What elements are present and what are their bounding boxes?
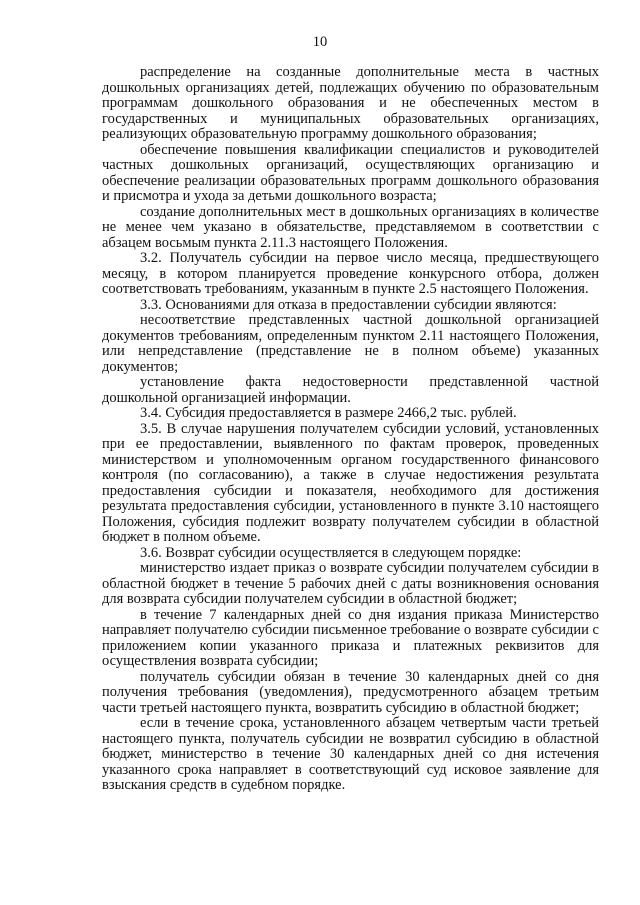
paragraph: в течение 7 календарных дней со дня издания приказа Министерство направляет получателю субсидии письменное требование о возврате субсидии с приложением копии указанного приказа и платежных реквизитов для осуществления возврата субсидии; [102, 606, 599, 669]
paragraph: обеспечение повышения квалификации специалистов и руководителей частных дошкольных организаций, осуществляющих организацию и обеспечение реализации образовательных программ дошкольного образования и присмотра и ухода за детьми дошкольного возраста; [102, 141, 599, 204]
paragraph: 3.6. Возврат субсидии осуществляется в следующем порядке: [140, 544, 522, 561]
paragraph: 3.4. Субсидия предоставляется в размере 2466,2 тыс. рублей. [140, 405, 517, 421]
paragraph: министерство издает приказ о возврате субсидии получателем субсидии в областной бюджет в течение 5 рабочих дней с даты возникновения основания для возврата субсидии получателем субсидии в областной бюджет; [102, 560, 599, 607]
paragraph: 3.5. В случае нарушения получателем субсидии условий, установленных при ее предоставлении, выявленного по фактам проверок, проведенных министерством и уполномоченным органом государственного финансового контроля (по согласованию), а также в случае недостижения результата предоставления субсидии и показателя, необходимого для достижения результата предоставления субсидии, установленного в пункте 3.10 настоящего Положения, субсидия подлежит возврату получателем субсидии в областной бюджет в полном объеме. [102, 420, 599, 545]
paragraph: создание дополнительных мест в дошкольных организациях в количестве не менее чем указано в обязательстве, представляемом в соответствии с абзацем восьмым пункта 2.11.3 настоящего Положения. [102, 203, 599, 251]
paragraph: распределение на созданные дополнительные места в частных дошкольных организациях детей, подлежащих обучению по образовательным программам дошкольного образования и не обеспеченных местом в государственных и муниципальных образовательных организациях, реализующих образовательную программу дошкольного образования; [102, 64, 599, 142]
page-number: 10 [312, 34, 328, 50]
paragraph: несоответствие представленных частной дошкольной организацией документов требованиям, определенным пунктом 2.11 настоящего Положения, или непредставление (представление не в полном объеме) указанных документов; [102, 312, 599, 375]
paragraph: установление факта недостоверности представленной частной дошкольной организацией информации. [102, 374, 599, 406]
document-body [102, 65, 599, 794]
paragraph: 3.2. Получатель субсидии на первое число месяца, предшествующего месяцу, в котором планируется проведение конкурсного отбора, должен соответствовать требованиям, указанным в пункте 2.5 настоящего Положения. [102, 250, 599, 297]
paragraph: 3.3. Основаниями для отказа в предоставлении субсидии являются: [140, 296, 557, 313]
paragraph: получатель субсидии обязан в течение 30 календарных дней со дня получения требования (уведомления), предусмотренного абзацем третьим части третьей настоящего пункта, возвратить субсидию в областной бюджет; [102, 668, 599, 716]
paragraph: если в течение срока, установленного абзацем четвертым части третьей настоящего пункта, получатель субсидии не возвратил субсидию в областной бюджет, министерство в течение 30 календарных дней со дня истечения указанного срока направляет в соответствующий суд исковое заявление для взыскания средств в судебном порядке. [102, 715, 599, 793]
